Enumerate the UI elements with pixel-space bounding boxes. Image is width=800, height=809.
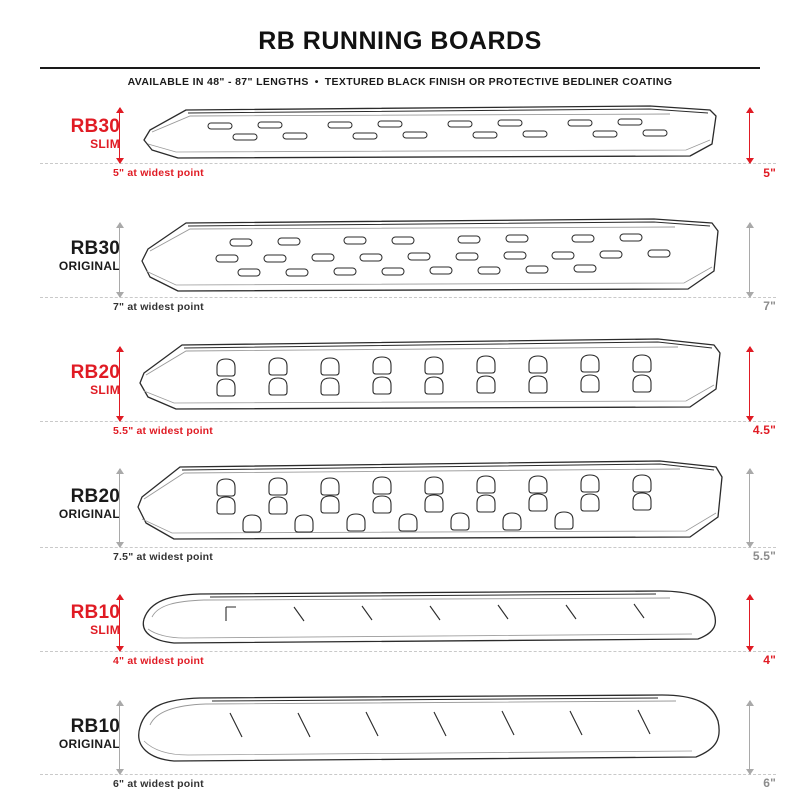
- model-variant: ORIGINAL: [58, 507, 120, 522]
- height-arrow-left: [119, 223, 120, 297]
- model-label-rb10-slim: [24, 603, 120, 638]
- model-label-rb20-original: [24, 487, 120, 522]
- model-variant: SLIM: [90, 623, 120, 638]
- right-caption: 4": [763, 652, 776, 667]
- height-arrow-right: [749, 469, 750, 547]
- product-row-rb20-slim: [0, 333, 800, 455]
- right-caption: 6": [763, 775, 776, 790]
- model-variant: ORIGINAL: [58, 737, 120, 752]
- model-variant: SLIM: [90, 137, 120, 152]
- product-rows: [0, 100, 800, 809]
- height-arrow-right: [749, 108, 750, 163]
- model-label-rb20-slim: [24, 363, 120, 398]
- height-arrow-right: [749, 347, 750, 421]
- header-subtitle-separator: •: [314, 75, 319, 88]
- header-subtitle-right: TEXTURED BLACK FINISH OR PROTECTIVE BEDLINER COATING: [324, 75, 673, 88]
- height-arrow-right: [749, 595, 750, 651]
- model-name: RB10: [70, 601, 120, 623]
- model-name: RB20: [70, 361, 120, 383]
- height-arrow-left: [119, 469, 120, 547]
- product-row-rb20-original: [0, 455, 800, 583]
- height-arrow-right: [749, 223, 750, 297]
- board-svg: [130, 100, 730, 209]
- model-name: RB30: [70, 237, 120, 259]
- board-illustration-rb30-original: [130, 209, 730, 333]
- right-caption: 7": [763, 298, 776, 313]
- left-caption: 5" at widest point: [113, 166, 204, 179]
- board-illustration-rb10-original: [130, 689, 730, 809]
- product-row-rb30-original: [0, 209, 800, 333]
- height-arrow-left: [119, 347, 120, 421]
- board-svg: [130, 583, 730, 689]
- model-name: RB10: [70, 715, 120, 737]
- board-svg: [130, 689, 730, 809]
- right-caption: 5.5": [752, 548, 776, 563]
- left-caption: 7.5" at widest point: [113, 550, 213, 563]
- product-row-rb30-slim: [0, 100, 800, 209]
- page-header: [0, 0, 800, 88]
- model-label-rb30-slim: [24, 117, 120, 152]
- header-subtitle: [40, 69, 760, 88]
- left-caption: 4" at widest point: [113, 654, 204, 667]
- height-arrow-left: [119, 108, 120, 163]
- height-arrow-left: [119, 595, 120, 651]
- model-name: RB20: [70, 485, 120, 507]
- height-arrow-left: [119, 701, 120, 774]
- model-name: RB30: [70, 115, 120, 137]
- board-svg: [130, 209, 730, 333]
- product-row-rb10-slim: [0, 583, 800, 689]
- board-illustration-rb10-slim: [130, 583, 730, 689]
- board-illustration-rb30-slim: [130, 100, 730, 209]
- right-caption: 5": [763, 165, 776, 180]
- header-subtitle-left: AVAILABLE IN 48" - 87" LENGTHS: [127, 75, 309, 88]
- left-caption: 6" at widest point: [113, 777, 204, 790]
- model-label-rb10-original: [24, 717, 120, 752]
- model-variant: ORIGINAL: [58, 259, 120, 274]
- right-caption: 4.5": [752, 422, 776, 437]
- board-svg: [130, 455, 730, 583]
- height-arrow-right: [749, 701, 750, 774]
- model-label-rb30-original: [24, 239, 120, 274]
- board-svg: [130, 333, 730, 455]
- board-illustration-rb20-original: [130, 455, 730, 583]
- product-row-rb10-original: [0, 689, 800, 809]
- model-variant: SLIM: [90, 383, 120, 398]
- left-caption: 7" at widest point: [113, 300, 204, 313]
- left-caption: 5.5" at widest point: [113, 424, 213, 437]
- page-title: RB RUNNING BOARDS: [258, 27, 542, 55]
- board-illustration-rb20-slim: [130, 333, 730, 455]
